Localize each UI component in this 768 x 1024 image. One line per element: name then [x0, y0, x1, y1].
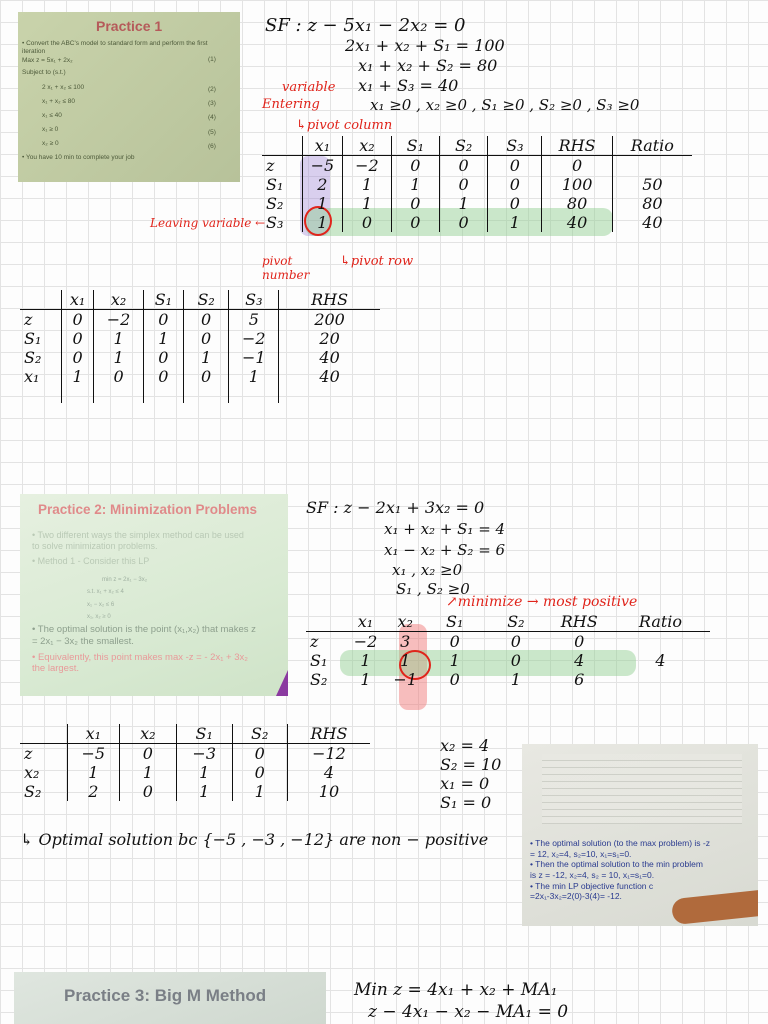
table-cell: 0 [183, 329, 229, 348]
table-header-row [20, 290, 380, 310]
table-header-cell: x₁ [346, 612, 386, 632]
practice1-line: 2 x₁ + x₂ ≤ 100 [42, 83, 85, 91]
practice2-line: • Method 1 - Consider this LP [32, 555, 150, 566]
practice3-title: Practice 3: Big M Method [64, 986, 267, 1005]
arrow-icon: ↗ [446, 594, 458, 610]
table-cell: 0 [510, 632, 521, 651]
sf1-line: x₁ ≥0 , x₂ ≥0 , S₁ ≥0 , S₂ ≥0 , S₃ ≥0 [370, 96, 640, 114]
practice2-title: Practice 2: Minimization Problems [38, 502, 258, 517]
table-cell: −2 [229, 329, 279, 348]
table-header-cell: S₁ [425, 612, 484, 632]
table-cell: z [24, 310, 33, 329]
table-cell: 0 [119, 744, 176, 764]
sf2-line: x₁ , x₂ ≥0 [392, 561, 463, 579]
solution-value: S₂ = 10 [440, 755, 502, 774]
table-header-cell: S₃ [488, 136, 542, 156]
annot-pivot-column-text: pivot column [306, 118, 393, 133]
practice2-line: to solve minimization problems. [32, 541, 158, 552]
table-cell: 4 [574, 651, 585, 670]
table-cell: 1 [343, 194, 391, 213]
table-cell: 3 [400, 632, 411, 651]
table-cell: 0 [232, 744, 287, 764]
arrow-icon: ↳ [296, 118, 307, 133]
table-row [262, 194, 692, 213]
table-header-cell: RHS [547, 612, 611, 632]
practice1-line: Subject to (s.t.) [22, 69, 66, 77]
table-header-row [306, 612, 710, 632]
bigm-line: z − 4x₁ − x₂ − MA₁ = 0 [368, 1002, 569, 1022]
sf1-line: x₁ + x₂ + S₂ = 80 [358, 56, 498, 75]
table-row [262, 156, 692, 176]
table-cell: 1 [183, 348, 229, 367]
table-row [20, 310, 380, 330]
table-cell: 1 [449, 651, 460, 670]
table-cell: 1 [391, 175, 439, 194]
constraint-number: (4) [208, 114, 216, 122]
table-header-row [262, 136, 692, 156]
table-cell: 0 [391, 194, 439, 213]
practice1-line: x₂ ≥ 0 [42, 140, 59, 147]
table-cell: 0 [62, 310, 94, 330]
table-cell: 1 [176, 763, 232, 782]
table-cell: 1 [302, 194, 343, 213]
table-row [20, 744, 370, 764]
table-cell [611, 632, 710, 652]
table-row [20, 763, 370, 782]
table-cell: 40 [542, 213, 612, 232]
table-cell: x₁ [24, 367, 40, 386]
practice1-line: • You have 10 min to complete your job [22, 154, 135, 162]
table-cell: 0 [449, 670, 460, 689]
table-header-cell: S₁ [391, 136, 439, 156]
table-cell: 40 [612, 213, 692, 232]
table-cell: 50 [612, 175, 692, 194]
table-cell: 0 [391, 156, 439, 176]
table-cell: S₁ [266, 175, 284, 194]
table-header-cell: x₁ [62, 290, 94, 310]
table-cell: 4 [287, 763, 370, 782]
sf1-line: SF : z − 5x₁ − 2x₂ = 0 [265, 15, 466, 36]
solution-values [440, 736, 501, 812]
table-header-cell: x₂ [119, 724, 176, 744]
table-cell: S₂ [310, 670, 328, 689]
photo-table-lines [542, 754, 742, 824]
simplex-table-4 [20, 724, 370, 801]
table-cell: 0 [183, 367, 229, 403]
table-cell: 40 [279, 348, 380, 367]
table-header-cell [20, 290, 62, 310]
solution-photo-line: • The min LP objective function c [530, 880, 654, 891]
table-cell: 0 [62, 348, 94, 367]
bigm-line: Min z = 4x₁ + x₂ + MA₁ [354, 980, 558, 1000]
table-header-cell: x₂ [343, 136, 391, 156]
sf1-line: 2x₁ + x₂ + S₁ = 100 [345, 36, 505, 55]
table-header-cell [20, 724, 67, 744]
annot-minimize-text: minimize → most positive [457, 594, 638, 610]
simplex-table-1 [262, 136, 692, 232]
practice1-line: x₁ ≥ 0 [42, 125, 59, 133]
table-cell: 0 [488, 156, 542, 176]
table-cell: 5 [229, 310, 279, 330]
table-cell: S₂ [24, 782, 42, 801]
table-cell: 1 [229, 367, 279, 403]
table-cell: 1 [360, 670, 371, 689]
table-header-cell: S₂ [439, 136, 487, 156]
table-cell: 2 [302, 175, 343, 194]
practice2-line: s.t. x₁ + x₂ ≤ 4 [87, 589, 124, 596]
table-cell: 0 [143, 367, 183, 403]
practice2-line: min z = 2x₁ − 3x₂ [102, 576, 148, 583]
practice1-photo [18, 12, 240, 182]
practice1-numbers [208, 56, 216, 151]
table-header-cell [262, 136, 302, 156]
table-cell: −2 [353, 632, 378, 651]
table-cell: −1 [229, 348, 279, 367]
practice1-line: Max z = 5x₁ + 2x₂ [22, 57, 73, 65]
table-row [20, 782, 370, 801]
table-header-cell: S₃ [229, 290, 279, 310]
solution-photo-line: =2x₁-3x₂=2(0)-3(4)= -12. [530, 891, 622, 902]
table-row [20, 367, 380, 403]
table-cell: −5 [67, 744, 119, 764]
optimal-note: ↳ Optimal solution bc {−5 , −3 , −12} are non − positive [20, 830, 489, 849]
arrow-icon: ↳ [340, 254, 351, 269]
practice2-line: the largest. [32, 663, 79, 675]
practice3-photo [14, 972, 326, 1024]
table-row [306, 651, 710, 670]
table-cell: S₂ [24, 348, 42, 367]
table-cell: 1 [176, 782, 232, 801]
slide-corner-decoration [276, 670, 288, 696]
sf2-line: SF : z − 2x₁ + 3x₂ = 0 [306, 498, 485, 517]
table-cell: 1 [143, 329, 183, 348]
simplex-table-2 [20, 290, 380, 403]
constraint-number: (6) [208, 142, 216, 150]
table-row [262, 175, 692, 194]
annot-leaving-variable: Leaving variable ← [150, 216, 266, 230]
table-header-cell [306, 612, 346, 632]
table-cell: 0 [94, 367, 144, 403]
table-row [306, 670, 710, 689]
table-cell: 0 [488, 175, 542, 194]
table-header-cell: RHS [279, 290, 380, 310]
practice2-photo [20, 494, 288, 696]
practice2-line: x₁, x₂ ≥ 0 [87, 614, 111, 621]
table-cell: 0 [574, 632, 585, 651]
table-cell: 1 [232, 782, 287, 801]
constraint-number: (5) [208, 128, 216, 136]
solution-value: S₁ = 0 [440, 793, 492, 812]
annot-minimize [446, 594, 637, 610]
practice1-line: • Convert the ABC's model to standard form and perform the first [22, 40, 208, 47]
table-cell [611, 670, 710, 689]
table-cell: S₂ [266, 194, 284, 213]
table-header-cell: S₂ [183, 290, 229, 310]
table-header-cell: S₁ [143, 290, 183, 310]
table-cell: 4 [655, 651, 666, 670]
table-cell: 1 [488, 213, 542, 232]
table-cell: 1 [119, 763, 176, 782]
table-header-cell: Ratio [612, 136, 692, 156]
table-header-row [20, 724, 370, 744]
simplex-table-3 [306, 612, 710, 689]
table-cell: 10 [287, 782, 370, 801]
practice1-line: iteration [22, 48, 46, 56]
table-cell: 0 [542, 156, 612, 176]
table-cell: 0 [488, 194, 542, 213]
table-cell: 0 [343, 213, 391, 232]
table-cell [612, 156, 692, 176]
table-cell: 0 [391, 213, 439, 232]
table-cell: 1 [510, 670, 521, 689]
table-header-cell: S₂ [232, 724, 287, 744]
practice2-line: = 2x₁ − 3x₂ the smallest. [32, 635, 134, 647]
solution-value: x₁ = 0 [440, 774, 490, 793]
table-cell: 0 [143, 348, 183, 367]
table-row [306, 632, 710, 652]
table-cell: 0 [183, 310, 229, 330]
annot-entering: Entering [262, 97, 320, 112]
practice2-body [32, 530, 256, 675]
table-cell: 20 [279, 329, 380, 348]
table-cell: 1 [94, 348, 144, 367]
table-cell: z [266, 156, 275, 175]
constraint-number: (2) [208, 86, 216, 94]
table-cell: 1 [343, 175, 391, 194]
solution-photo-line: • The optimal solution (to the max problem) is -z [530, 838, 710, 848]
practice2-line: x₁ − x₂ ≤ 6 [87, 601, 115, 608]
table-cell: 0 [439, 175, 487, 194]
solution-value: x₂ = 4 [440, 736, 490, 755]
table-cell: x₂ [24, 763, 40, 782]
table-header-cell: x₁ [67, 724, 119, 744]
annot-pivot-column [296, 118, 392, 133]
table-header-cell: x₁ [302, 136, 343, 156]
table-cell: z [24, 744, 33, 763]
table-cell: 0 [439, 156, 487, 176]
table-cell: 0 [119, 782, 176, 801]
table-cell: 0 [232, 763, 287, 782]
table-cell: 80 [612, 194, 692, 213]
solution-photo-body [530, 838, 710, 902]
table-cell: 0 [510, 651, 521, 670]
table-cell: 1 [400, 651, 411, 670]
table-cell: S₃ [266, 213, 284, 232]
constraint-number: (3) [208, 100, 216, 108]
table-cell: 1 [62, 367, 94, 403]
solution-photo-line: • Then the optimal solution to the min problem [530, 859, 703, 870]
practice1-body [22, 40, 208, 162]
table-cell: 1 [94, 329, 144, 348]
annot-pivot-number: pivot number [262, 254, 310, 283]
table-cell: 0 [143, 310, 183, 330]
table-header-cell: x₂ [94, 290, 144, 310]
annot-pivot-row [340, 254, 413, 269]
practice2-line: • Two different ways the simplex method can be used [32, 530, 244, 540]
table-row [262, 213, 692, 232]
table-header-cell: x₂ [385, 612, 425, 632]
constraint-number: (1) [208, 56, 216, 63]
table-cell: 0 [62, 329, 94, 348]
table-cell: −12 [287, 744, 370, 764]
table-header-cell: S₂ [484, 612, 547, 632]
table-cell: −3 [176, 744, 232, 764]
solution-photo-line: is z = -12, x₂=4, s₂ = 10, x₁=s₁=0. [530, 869, 655, 880]
table-cell: S₁ [310, 651, 328, 670]
practice1-title: Practice 1 [96, 18, 163, 34]
table-cell: 1 [302, 213, 343, 232]
practice2-line: • The optimal solution is the point (x₁,x₂) that makes z [32, 623, 256, 635]
solution-photo-line: = 12, x₂=4, s₂=10, x₁=s₁=0. [530, 848, 632, 859]
table-cell: 80 [542, 194, 612, 213]
table-cell: −2 [343, 156, 391, 176]
practice2-line: • Equivalently, this point makes max -z = - 2x₁ + 3x₂ [32, 651, 248, 663]
table-row [20, 329, 380, 348]
sf1-line: x₁ + S₃ = 40 [358, 76, 459, 95]
practice1-line: x₁ ≤ 40 [42, 111, 62, 119]
sf2-line: x₁ + x₂ + S₁ = 4 [384, 520, 506, 538]
annot-variable: variable [282, 80, 336, 95]
practice1-line: x₁ + x₂ ≤ 80 [42, 97, 76, 105]
sf2-line: x₁ − x₂ + S₂ = 6 [384, 541, 506, 559]
table-cell: 100 [542, 175, 612, 194]
table-header-cell: RHS [542, 136, 612, 156]
table-cell: 0 [439, 213, 487, 232]
table-cell: 40 [279, 367, 380, 403]
table-cell: 1 [360, 651, 371, 670]
annot-pivot-row-text: pivot row [350, 254, 414, 269]
table-header-cell: Ratio [611, 612, 710, 632]
table-cell: −2 [94, 310, 144, 330]
table-cell: 200 [279, 310, 380, 330]
table-header-cell: S₁ [176, 724, 232, 744]
table-cell: S₁ [24, 329, 42, 348]
table-cell: 1 [439, 194, 487, 213]
table-cell: z [310, 632, 319, 651]
table-header-cell: RHS [287, 724, 370, 744]
table-cell: 1 [67, 763, 119, 782]
table-cell: 0 [449, 632, 460, 651]
table-cell: −5 [302, 156, 343, 176]
table-cell: 2 [67, 782, 119, 801]
sf2-line: S₁ , S₂ ≥0 [396, 580, 470, 598]
solution-photo [522, 744, 758, 926]
table-cell: −1 [393, 670, 417, 689]
table-cell: 6 [574, 670, 585, 689]
table-row [20, 348, 380, 367]
